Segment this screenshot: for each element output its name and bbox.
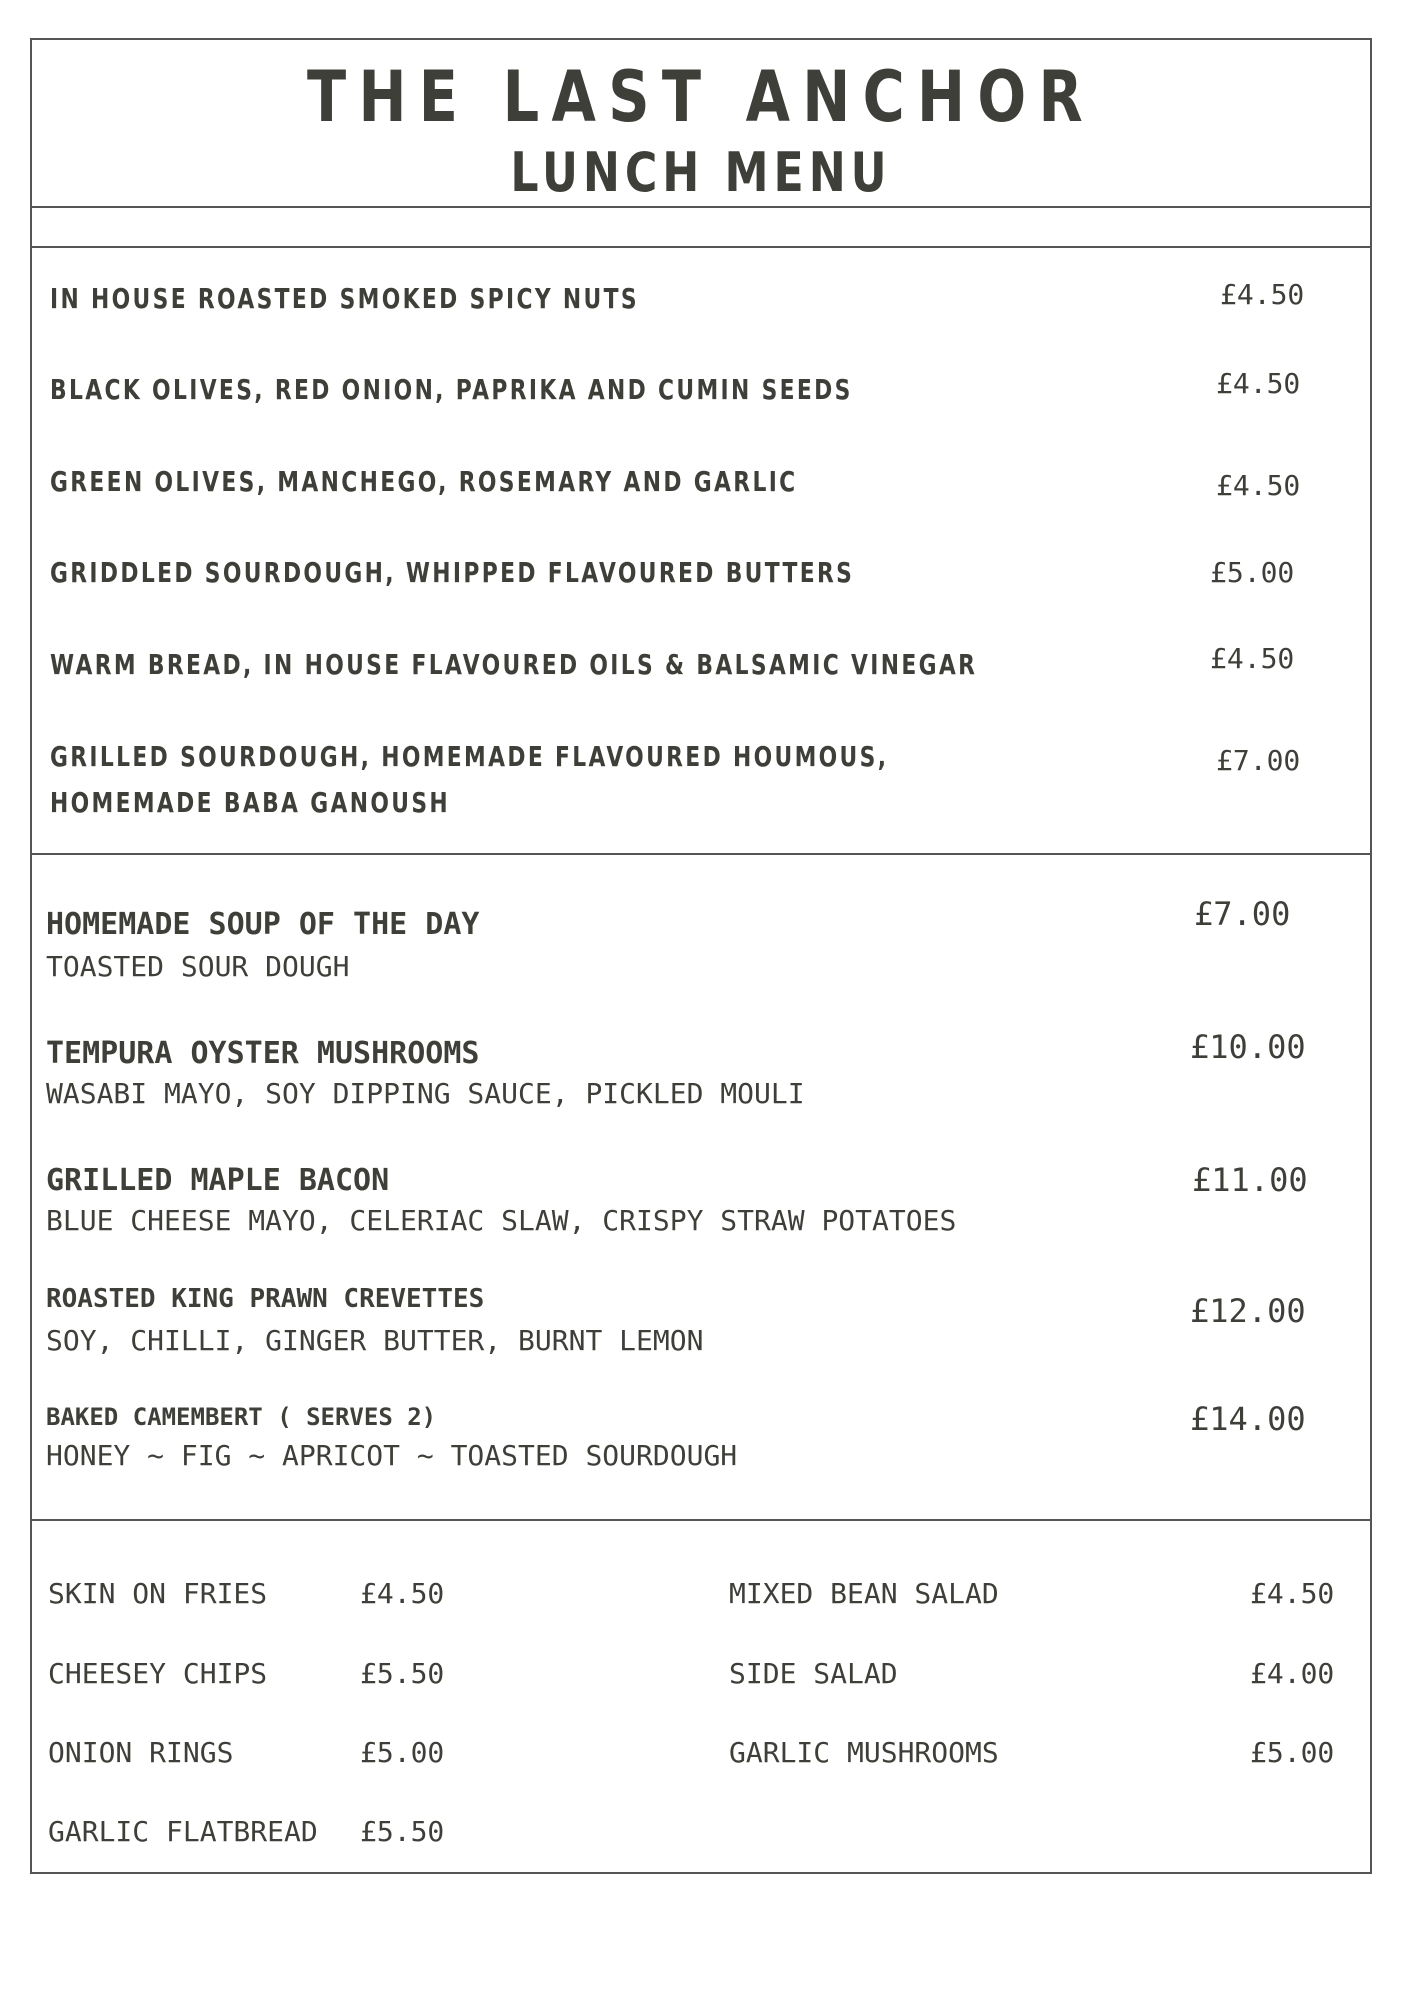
menu-item-description: HONEY ~ FIG ~ APRICOT ~ TOASTED SOURDOUGH [46, 1439, 738, 1472]
side-item-name: CHEESEY CHIPS [48, 1657, 268, 1690]
menu-item-price: £7.00 [1194, 895, 1291, 933]
side-item-name: ONION RINGS [48, 1736, 234, 1769]
menu-item-price: £12.00 [1190, 1292, 1306, 1330]
side-item-price: £5.50 [360, 1815, 445, 1848]
side-item-price: £5.00 [1250, 1736, 1335, 1769]
menu-item-name: GRIDDLED SOURDOUGH, WHIPPED FLAVOURED BUTTERS [50, 556, 855, 589]
menu-item-description: SOY, CHILLI, GINGER BUTTER, BURNT LEMON [46, 1324, 704, 1357]
side-item-name: SIDE SALAD [729, 1657, 898, 1690]
menu-item-price: £4.50 [1216, 469, 1301, 502]
menu-item-name: GRILLED MAPLE BACON [46, 1163, 390, 1198]
menu-item-description: BLUE CHEESE MAYO, CELERIAC SLAW, CRISPY STRAW POTATOES [46, 1204, 957, 1237]
divider [30, 206, 1372, 208]
menu-item-price: £11.00 [1192, 1161, 1308, 1199]
menu-item-price: £7.00 [1216, 744, 1301, 777]
menu-item-price: £14.00 [1190, 1400, 1306, 1438]
divider [30, 853, 1372, 855]
menu-item-name: BLACK OLIVES, RED ONION, PAPRIKA AND CUMIN SEEDS [50, 373, 853, 406]
side-item-price: £5.00 [360, 1736, 445, 1769]
menu-item-name: WARM BREAD, IN HOUSE FLAVOURED OILS & BALSAMIC VINEGAR [50, 648, 978, 681]
menu-item-name: BAKED CAMEMBERT ( SERVES 2) [46, 1403, 437, 1431]
divider [30, 1519, 1372, 1521]
side-item-name: MIXED BEAN SALAD [729, 1577, 999, 1610]
side-item-price: £4.50 [1250, 1577, 1335, 1610]
menu-item-price: £4.50 [1210, 642, 1295, 675]
menu-item-description: TOASTED SOUR DOUGH [46, 950, 350, 983]
menu-item-name: ROASTED KING PRAWN CREVETTES [46, 1284, 485, 1314]
menu-item-price: £10.00 [1190, 1028, 1306, 1066]
menu-item-price: £5.00 [1210, 556, 1295, 589]
menu-item-description: WASABI MAYO, SOY DIPPING SAUCE, PICKLED MOULI [46, 1077, 805, 1110]
menu-item-name: HOMEMADE BABA GANOUSH [50, 786, 451, 819]
divider [30, 246, 1372, 248]
side-item-price: £5.50 [360, 1657, 445, 1690]
side-item-name: GARLIC FLATBREAD [48, 1815, 318, 1848]
side-item-name: GARLIC MUSHROOMS [729, 1736, 999, 1769]
side-item-name: SKIN ON FRIES [48, 1577, 268, 1610]
side-item-price: £4.50 [360, 1577, 445, 1610]
menu-item-price: £4.50 [1220, 278, 1305, 311]
menu-item-name: TEMPURA OYSTER MUSHROOMS [46, 1036, 480, 1071]
restaurant-name: THE LAST ANCHOR [307, 56, 1095, 138]
menu-item-name: GREEN OLIVES, MANCHEGO, ROSEMARY AND GARLIC [50, 465, 798, 498]
menu-item-name: IN HOUSE ROASTED SMOKED SPICY NUTS [50, 282, 639, 315]
menu-item-name: GRILLED SOURDOUGH, HOMEMADE FLAVOURED HOUMOUS, [50, 740, 889, 773]
side-item-price: £4.00 [1250, 1657, 1335, 1690]
menu-title: LUNCH MENU [510, 141, 892, 204]
menu-item-price: £4.50 [1216, 367, 1301, 400]
menu-item-name: HOMEMADE SOUP OF THE DAY [46, 907, 480, 942]
